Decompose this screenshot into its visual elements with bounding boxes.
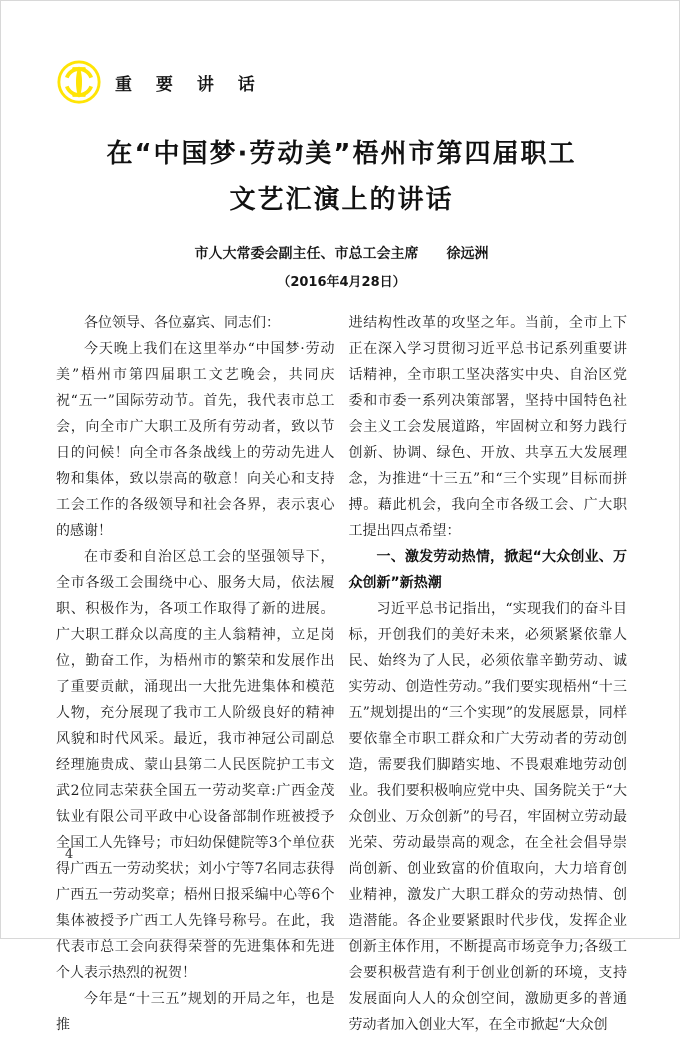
paragraph: 习近平总书记指出，“实现我们的奋斗目标，开创我们的美好未来，必须紧紧依靠人民、始终为了人民，必须依靠辛勤劳动、诚实劳动、创造性劳动。”我们要实现梧州“十三五”规划提出的“三个实现”的发展愿景，同样要依靠全市职工群众和广大劳动者的劳动创造，需要我们脚踏实地、不畏艰难地劳动创业。我们要积极响应党中央、国务院关于“大众创业、万众创新”的号召，牢固树立劳动最光荣、劳动最崇高的观念，在全社会倡导崇尚创新、创业致富的价值取向，大力培育创业精神，激发广大职工群众的劳动热情、创造潜能。各企业要紧跟时代步伐，发挥企业创新主体作用，不断提高市场竞争力;各级工会要积极营造有利于创业创新的环境，支持发展面向人人的众创空间，激励更多的普通劳动者加入创业大军，在全市掀起“大众创 bbox=[348, 601, 627, 1033]
trade-union-emblem-icon bbox=[56, 59, 102, 105]
section-header bbox=[56, 59, 627, 105]
author-line: 市人大常委会副主任、市总工会主席 徐远洲 bbox=[194, 246, 489, 262]
paragraph: 今天晚上我们在这里举办“中国梦·劳动美”梧州市第四届职工文艺晚会，共同庆祝“五一”国际劳动节。首先，我代表市总工会，向全市广大职工及所有劳动者，致以节日的问候！向全市各条战线上的劳动先进人物和集体，致以崇高的敬意！向关心和支持工会工作的各级领导和社会各界，表示衷心的感谢！ bbox=[56, 341, 335, 539]
paragraph-continuation: 进结构性改革的攻坚之年。当前，全市上下正在深入学习贯彻习近平总书记系列重要讲话精神，全市职工坚决落实中央、自治区党委和市委一系列决策部署，坚持中国特色社会主义工会发展道路，牢固树立和努力践行创新、协调、绿色、开放、共享五大发展理念，为推进“十三五”和“三个实现”目标而拼搏。藉此机会，我向全市各级工会、广大职工提出四点希望： bbox=[348, 315, 627, 539]
body-columns bbox=[56, 310, 627, 1038]
paragraph-salutation: 各位领导、各位嘉宾、同志们： bbox=[84, 315, 280, 331]
section-label: 重 要 讲 话 bbox=[115, 74, 264, 95]
right-column bbox=[349, 310, 628, 1038]
document-title bbox=[56, 131, 627, 223]
trade-union-logo-icon bbox=[56, 59, 102, 105]
paragraph: 在市委和自治区总工会的坚强领导下，全市各级工会围绕中心、服务大局，依法履职、积极作为，各项工作取得了新的进展。广大职工群众以高度的主人翁精神，立足岗位，勤奋工作，为梧州市的繁荣和发展作出了重要贡献，涌现出一大批先进集体和模范人物，充分展现了我市工人阶级良好的精神风貌和时代风采。最近，我市神冠公司副总经理施贵成、蒙山县第二人民医院护工韦文武2位同志荣获全国五一劳动奖章:广西金茂钛业有限公司平政中心设备部制作班被授予全国工人先锋号；市妇幼保健院等3个单位获得广西五一劳动奖状；刘小宁等7名同志获得广西五一劳动奖章；梧州日报采编中心等6个集体被授予广西工人先锋号称号。在此，我代表市总工会向获得荣誉的先进集体和先进个人表示热烈的祝贺！ bbox=[56, 549, 335, 981]
subheading-point-1: 一、激发劳动热情，掀起“大众创业、万众创新”新热潮 bbox=[348, 549, 627, 591]
page-content bbox=[1, 1, 679, 1038]
date-line: （2016年4月28日） bbox=[277, 275, 406, 290]
left-column bbox=[56, 310, 335, 1038]
title-line-1: 在“中国梦·劳动美”梧州市第四届职工 bbox=[106, 139, 577, 169]
page-number: 4 bbox=[65, 847, 74, 862]
paragraph: 今年是“十三五”规划的开局之年，也是推 bbox=[56, 991, 335, 1033]
title-line-2: 文艺汇演上的讲话 bbox=[229, 185, 454, 215]
